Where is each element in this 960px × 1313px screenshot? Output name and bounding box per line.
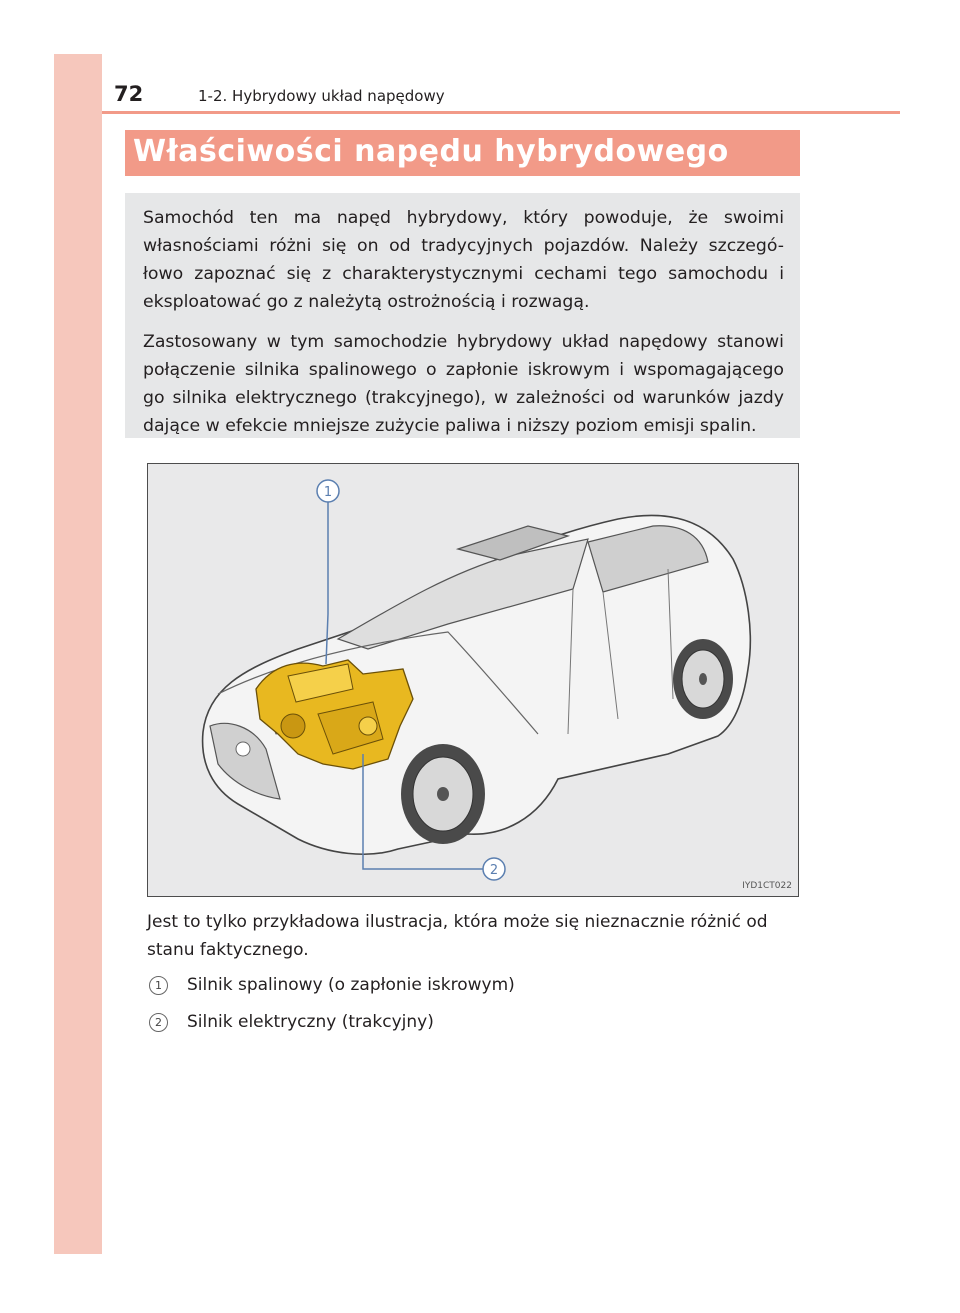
car-drawing (148, 464, 799, 897)
page-number: 72 (114, 82, 144, 106)
figure-code: IYD1CT022 (742, 881, 792, 891)
car-illustration (147, 463, 799, 897)
side-tab-strip (54, 54, 102, 1254)
legend-number-2: 2 (149, 1013, 168, 1032)
legend-text-1: Silnik spalinowy (o zapłonie iskrowym) (187, 975, 515, 995)
intro-box (125, 193, 800, 438)
header-rule (102, 111, 900, 114)
legend-number-1: 1 (149, 976, 168, 995)
figure-caption: Jest to tylko przykładowa ilustracja, która może się nieznacznie różnić od stanu faktycznego. (147, 912, 768, 960)
title-bar (125, 130, 800, 176)
intro-paragraph-1: Samochód ten ma napęd hybrydowy, który powoduje, że swoimi własnościami różni się on od tradycyjnych pojazdów. Należy szczegó- łowo zapoznać się z charakterystycznymi cechami tego samochodu i eksploatować go z należytą ostrożnością i rozwagą. (143, 208, 784, 312)
callout-2-label: 2 (489, 863, 499, 878)
legend-text-2: Silnik elektryczny (trakcyjny) (187, 1012, 434, 1032)
section-label: 1-2. Hybrydowy układ napędowy (198, 87, 445, 105)
callout-1 (317, 480, 339, 502)
callout-1-label: 1 (323, 485, 333, 500)
legend-item-1 (149, 975, 515, 995)
page-title: Właściwości napędu hybrydowego (133, 134, 729, 169)
callout-line-1 (326, 502, 328, 664)
legend-item-2 (149, 1012, 434, 1032)
callout-2 (483, 858, 505, 880)
rear-wheel (673, 639, 733, 719)
intro-paragraph-2: Zastosowany w tym samochodzie hybrydowy układ napędowy stanowi połączenie silnika spalinowego o zapłonie iskrowym i wspomagającego go silnika elektrycznego (trakcyjnego), w zależności od warunków jazdy dające w efekcie mniejsze zużycie paliwa i niższy poziom emisji spalin. (143, 332, 784, 436)
front-wheel (401, 744, 485, 844)
